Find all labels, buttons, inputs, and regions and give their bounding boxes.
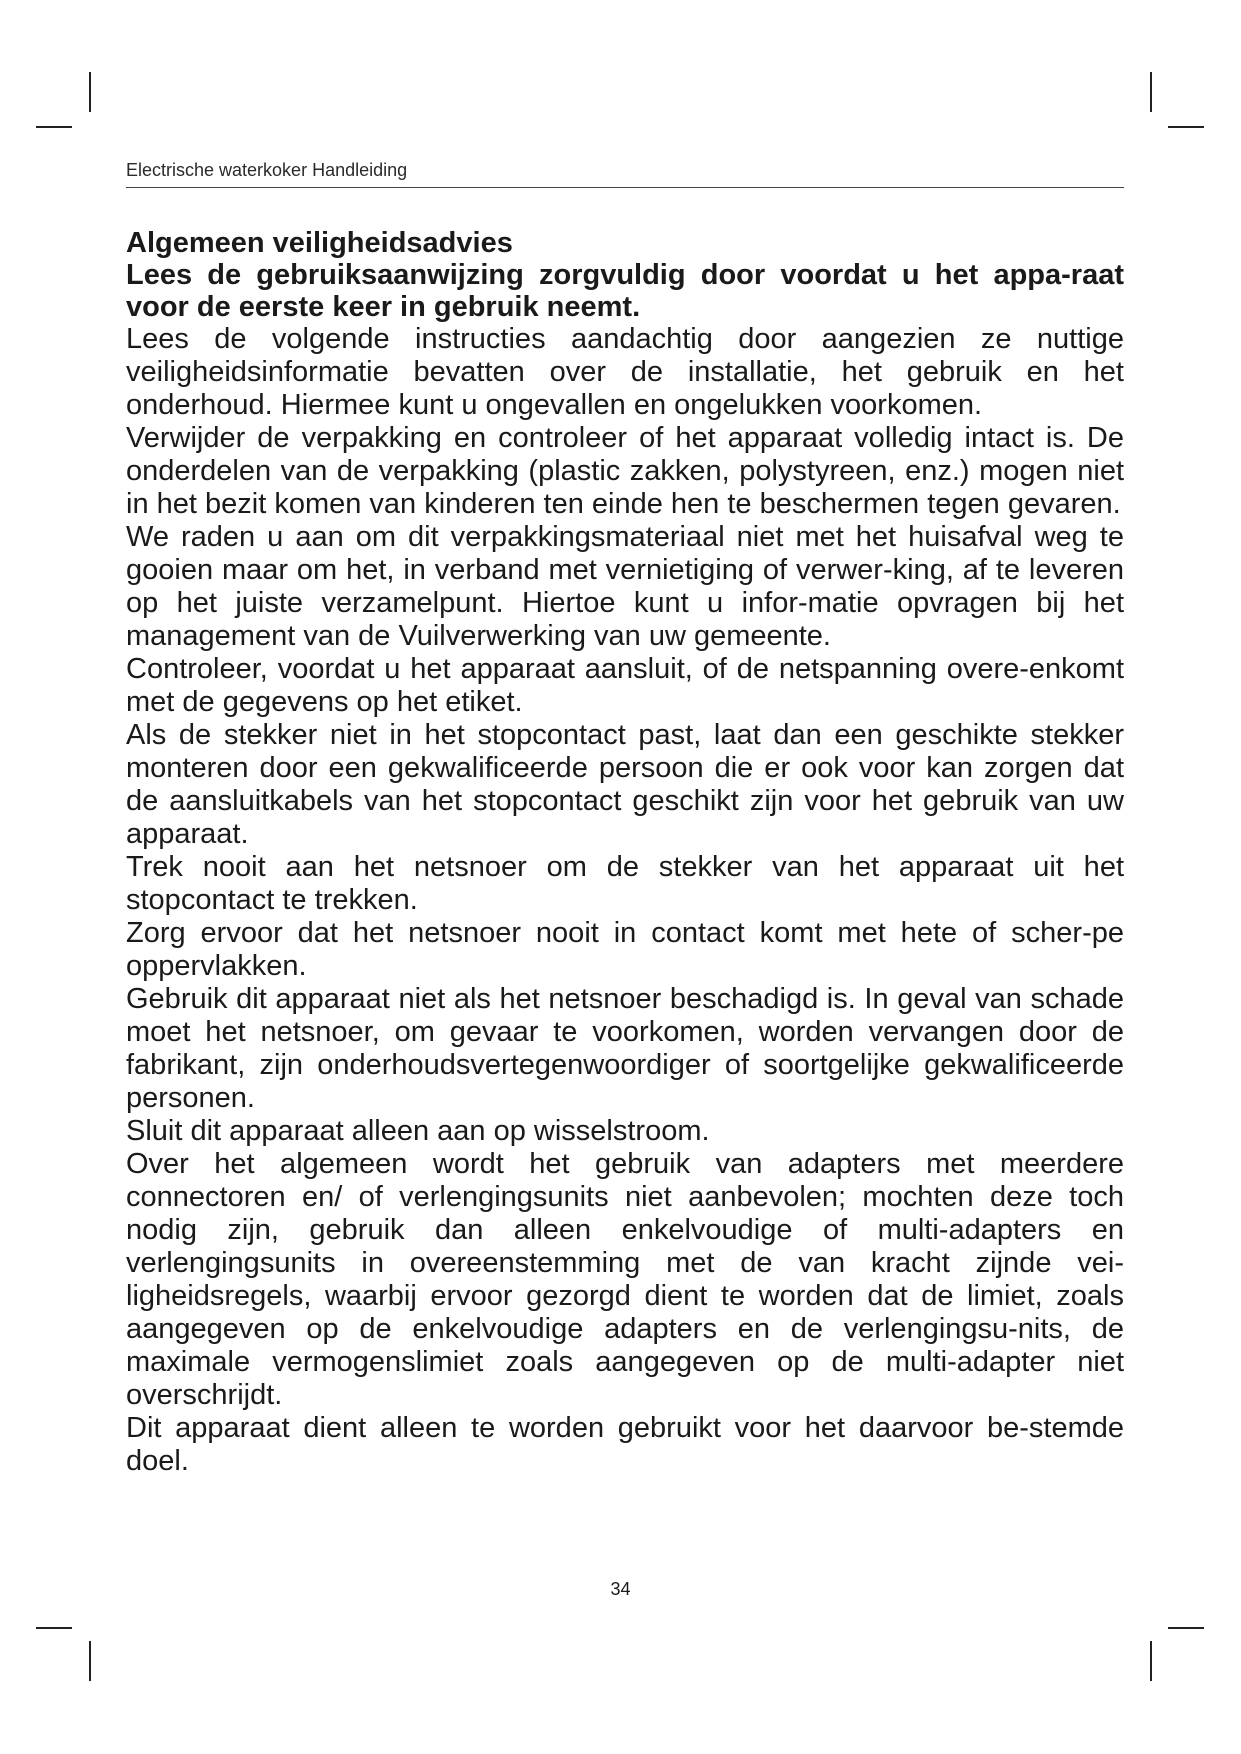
- paragraph: Lees de volgende instructies aandachtig door aangezien ze nuttige veiligheidsinformatie bevatten over de installatie, het gebruik en het onderhoud. Hiermee kunt u ongevallen en ongelukken voorkomen.: [126, 323, 1124, 421]
- crop-mark-top-left-horizontal: [36, 126, 72, 128]
- crop-mark-bottom-right-vertical: [1150, 1641, 1152, 1681]
- paragraph: Sluit dit apparaat alleen aan op wisselstroom.: [126, 1115, 710, 1147]
- crop-mark-bottom-right-horizontal: [1168, 1627, 1204, 1629]
- header-divider: [126, 187, 1124, 188]
- paragraph: Over het algemeen wordt het gebruik van adapters met meerdere connectoren en/ of verlengingsunits niet aanbevolen; mochten deze toch nodig zijn, gebruik dan alleen enkelvoudige of multi-adapters en verlengingsunits in overeenstemming met de van kracht zijnde vei-ligheidsregels, waarbij ervoor gezorgd dient te worden dat de limiet, zoals aangegeven op de enkelvoudige adapters en de verlengingsu-nits, de maximale vermogenslimiet zoals aangegeven op de multi-adapter niet overschrijdt.: [126, 1148, 1124, 1411]
- crop-mark-top-right-horizontal: [1168, 126, 1204, 128]
- crop-mark-top-left-vertical: [89, 72, 91, 112]
- running-header: Electrische waterkoker Handleiding: [126, 160, 408, 180]
- paragraph: Gebruik dit apparaat niet als het netsnoer beschadigd is. In geval van schade moet het netsnoer, om gevaar te voorkomen, worden vervangen door de fabrikant, zijn onderhoudsvertegenwoordiger of soortgelijke gekwalificeerde personen.: [126, 983, 1124, 1114]
- paragraph: Verwijder de verpakking en controleer of het apparaat volledig intact is. De onderdelen van de verpakking (plastic zakken, polystyreen, enz.) mogen niet in het bezit komen van kinderen ten einde hen te beschermen tegen gevaren.: [126, 422, 1124, 520]
- paragraph: Trek nooit aan het netsnoer om de stekker van het apparaat uit het stopcontact te trekken.: [126, 851, 1124, 916]
- crop-mark-bottom-left-horizontal: [36, 1627, 72, 1629]
- section-subtitle: Lees de gebruiksaanwijzing zorgvuldig door voordat u het appa-raat voor de eerste keer in gebruik neemt.: [126, 259, 1124, 323]
- paragraph: Zorg ervoor dat het netsnoer nooit in contact komt met hete of scher-pe oppervlakken.: [126, 917, 1124, 982]
- crop-mark-bottom-left-vertical: [89, 1641, 91, 1681]
- paragraph: We raden u aan om dit verpakkingsmateriaal niet met het huisafval weg te gooien maar om het, in verband met vernietiging of verwer-king, af te leveren op het juiste verzamelpunt. Hiertoe kunt u infor-matie opvragen bij het management van de Vuilverwerking van uw gemeente.: [126, 521, 1124, 652]
- paragraph: Dit apparaat dient alleen te worden gebruikt voor het daarvoor be-stemde doel.: [126, 1412, 1124, 1477]
- paragraph: Controleer, voordat u het apparaat aansluit, of de netspanning overe-enkomt met de gegevens op het etiket.: [126, 653, 1124, 718]
- section-title: Algemeen veiligheidsadvies: [126, 227, 513, 259]
- crop-mark-top-right-vertical: [1150, 72, 1152, 112]
- main-content: [126, 227, 1124, 1478]
- paragraph: Als de stekker niet in het stopcontact past, laat dan een geschikte stekker monteren door een gekwalificeerde persoon die er ook voor kan zorgen dat de aansluitkabels van het stopcontact geschikt zijn voor het gebruik van uw apparaat.: [126, 719, 1124, 850]
- page-number: 34: [610, 1579, 631, 1599]
